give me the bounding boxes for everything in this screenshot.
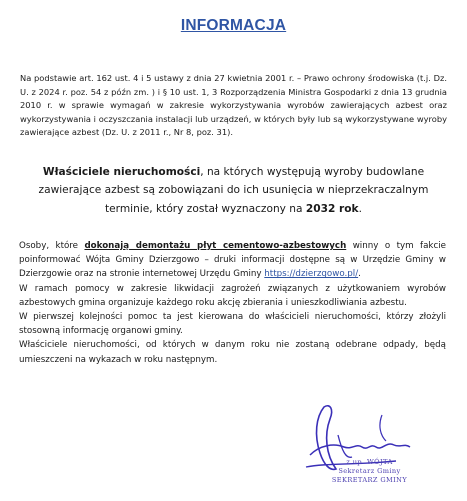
deadline-year: 2032 rok bbox=[305, 202, 359, 215]
notice-text: , na których występują wyroby budowlane zawierające azbest są zobowiązani do ich usunięcia w nieprzekraczalnym terminie, który został wyznaczony na bbox=[38, 166, 429, 215]
priority-paragraph: W pierwszej kolejności pomoc ta jest kierowana do właścicieli nieruchomości, którzy złożyli stosowną informację organowi gminy. bbox=[19, 312, 446, 337]
next-year-paragraph: Właściciele nieruchomości, od których w danym roku nie zostaną odebrane odpady, będą umieszczeni na wykazach w roku następnym. bbox=[19, 340, 446, 365]
stamp-line-3: SEKRETARZ GMINY bbox=[331, 476, 408, 484]
intro-bold-phrase: dokonają demontażu płyt cementowo-azbestowych bbox=[84, 241, 347, 251]
legal-basis-paragraph: Na podstawie art. 162 ust. 4 i 5 ustawy z dnia 27 kwietnia 2001 r. – Prawo ochrony środowiska (t.j. Dz. U. z 2024 r. poz. 54 z późn zm. ) i § 10 ust. 1, 3 Rozporządzenia Ministra Gospodarki z dnia 13 grudnia 2010 r. w sprawie wymagań w zakresie wykorzystywania wyrobów zawierających azbest oraz wykorzystywania i oczyszczania instalacji lub urządzeń, w których były lub są wykorzystywane wyroby zawierające azbest (Dz. U. z 2011 r., Nr 8, poz. 31). bbox=[20, 73, 447, 138]
gmina-website-link[interactable]: https://dzierzgowo.pl/ bbox=[264, 269, 359, 280]
notice-end: . bbox=[358, 202, 362, 215]
page-title: INFORMACJA bbox=[180, 17, 287, 34]
official-stamp bbox=[322, 458, 417, 485]
intro-start: Osoby, które bbox=[19, 241, 85, 251]
stamp-line-1: z up. WÓJTA bbox=[346, 458, 393, 466]
deadline-notice bbox=[16, 163, 451, 218]
stamp-line-2: Sekretarz Gminy bbox=[338, 467, 401, 475]
intro-end: . bbox=[358, 269, 361, 280]
aid-paragraph: W ramach pomocy w zakresie likwidacji zagrożeń związanych z użytkowaniem wyrobów azbestowych gmina organizuje każdego roku akcję zbierania i unieszkodliwiania azbestu. bbox=[19, 283, 446, 308]
body-paragraphs bbox=[19, 239, 446, 367]
notice-bold-lead: Właściciele nieruchomości bbox=[42, 166, 201, 178]
intro-paragraph bbox=[19, 239, 446, 282]
intro-rest: winny o tym fakcie poinformować Wójta Gminy Dzierzgowo – druki informacji dostępne są w Urzędzie Gminy w Dzierzgowie oraz na stronie internetowej Urzędu Gminy bbox=[19, 241, 446, 280]
